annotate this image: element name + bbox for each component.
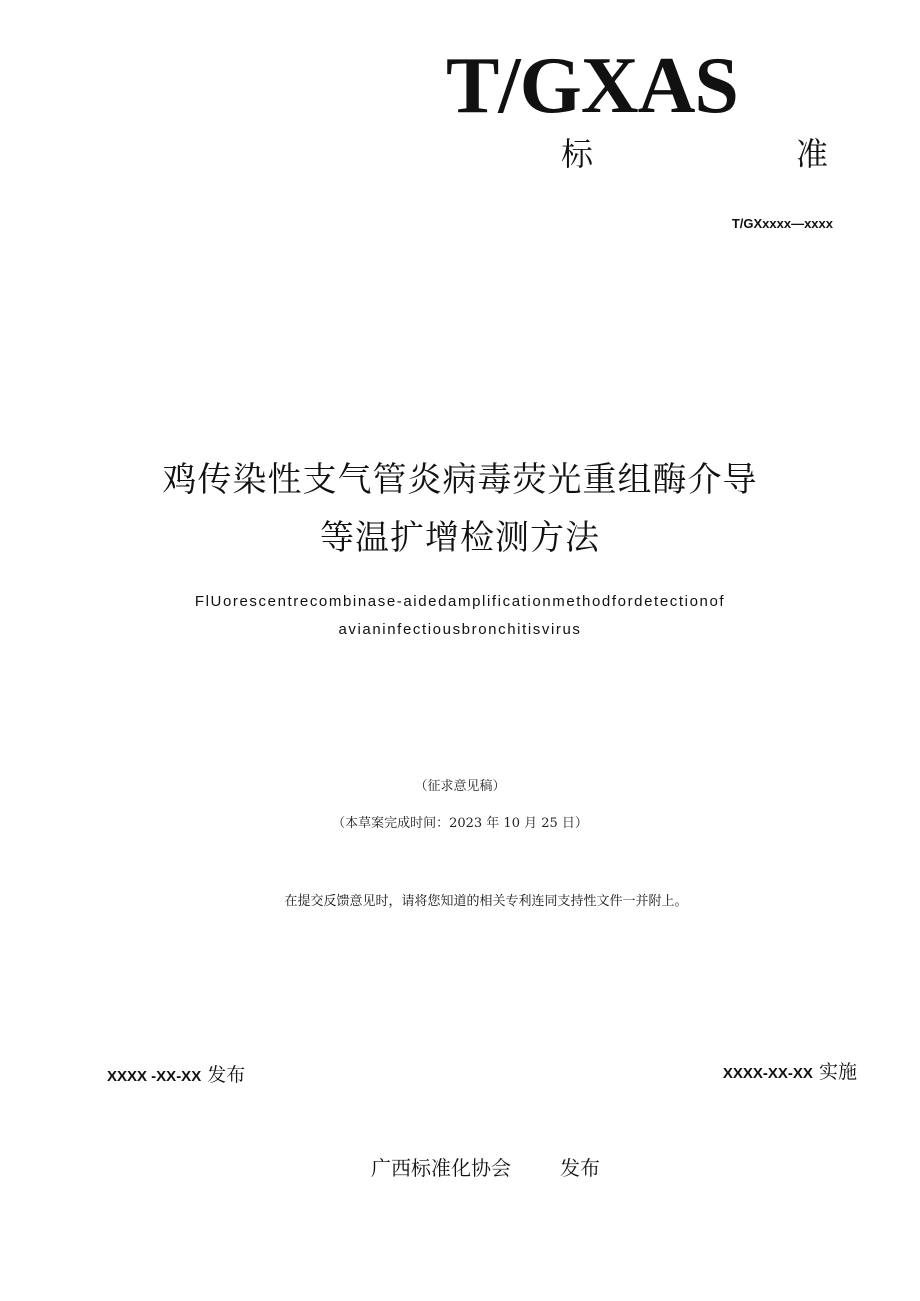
issue-date-label: 发布 <box>207 1064 246 1086</box>
implementation-date <box>723 1057 857 1084</box>
document-title-line-1: 鸡传染性支气管炎病毒荧光重组酶介导 <box>162 460 758 500</box>
standard-label-right: 准 <box>796 135 829 173</box>
issue-date <box>107 1060 245 1087</box>
issue-date-code: XXXX -XX-XX <box>107 1068 202 1085</box>
publish-label: 发布 <box>560 1156 600 1180</box>
standard-label-left: 标 <box>561 135 594 173</box>
document-title-line-2: 等温扩增检测方法 <box>320 518 600 558</box>
implementation-date-label: 实施 <box>818 1061 857 1083</box>
english-title-line-1: FlUorescentrecombinase-aidedamplificationmethodfordetectionof <box>194 593 726 610</box>
standard-code: T/GXxxxx—xxxx <box>731 216 833 231</box>
implementation-date-code: XXXX-XX-XX <box>722 1065 813 1082</box>
draft-completion-date: （本草案完成时间：2023 年 10 月 25 日） <box>332 816 588 831</box>
patent-notice: 在提交反馈意见时，请将您知道的相关专利连同支持性文件一并附上。 <box>284 894 688 909</box>
draft-status: （征求意见稿） <box>414 779 506 794</box>
standard-logo: T/GXAS <box>446 42 738 130</box>
english-title-line-2: avianinfectiousbronchitisvirus <box>338 621 582 638</box>
publisher-name: 广西标准化协会 <box>371 1156 511 1180</box>
